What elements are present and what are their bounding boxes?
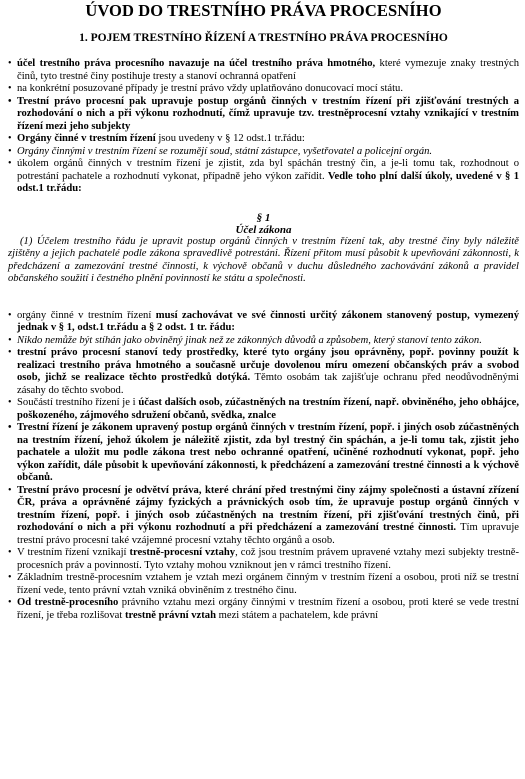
list-item bbox=[8, 397, 519, 422]
list-item bbox=[8, 347, 519, 397]
plain-text: orgány činné v trestním řízení bbox=[17, 309, 156, 321]
section-text: (1) Účelem trestního řádu je upravit postup orgánů činných v trestním řízení tak, aby trestné činy byly náležitě zjištěny a jejich pachatelé podle zákona spravedlivě potrestáni. Řízení přitom musí působit k upevňování zákonnosti, k předcházení a zamezování trestné činnosti, k výchově občanů v duchu důsledného zachovávání zákonů a pravidel občanského soužití i čestného plnění povinností ke státu a společnosti. bbox=[8, 235, 519, 284]
bold-text: trestně-procesní vztahy bbox=[129, 547, 236, 558]
main-bullet-list bbox=[8, 310, 519, 623]
list-item: • Nikdo nemůže být stíhán jako obviněný jinak než ze zákonných důvodů a způsobem, který stanoví tento zákon. bbox=[8, 335, 519, 348]
plain-text: Tím upravuje trestní právo procesní také vzájemné procesní vztahy těchto orgánů a osob. bbox=[17, 522, 519, 546]
plain-text: právního vztahu mezi orgány činnými v trestním řízení a osobou, proti které se vede trestní řízení, je třeba rozlišovat bbox=[17, 597, 519, 621]
plain-text: jsou uvedeny v § 12 odst.1 tr.řádu: bbox=[155, 133, 305, 144]
list-item bbox=[8, 310, 519, 335]
bold-text: Vedle toho plní další úkoly, uvedené v § 1 odst.1 tr.řádu: bbox=[17, 170, 520, 194]
chapter-heading: 1. POJEM TRESTNÍHO ŘÍZENÍ A TRESTNÍHO PRÁVA PROCESNÍHO bbox=[79, 32, 448, 44]
bold-text: Orgány činné v trestním řízení bbox=[17, 133, 156, 144]
list-item bbox=[8, 485, 519, 548]
plain-text: V trestním řízení vznikají bbox=[17, 547, 130, 558]
plain-text: Těmto osobám tak zajišťuje ochranu před neodůvodněnými zásahy do těchto svobod. bbox=[17, 372, 520, 396]
list-item: • Základním trestně-procesním vztahem je vztah mezi orgánem činným v trestním řízení a osobou, proti níž se trestní řízení vede, tento právní vztah vzniká obviněním z trestného činu. bbox=[8, 572, 519, 597]
list-item bbox=[8, 158, 519, 196]
list-item: • na konkrétní posuzované případy je trestní právo vždy uplatňováno donucovací mocí státu. bbox=[8, 83, 519, 96]
list-item bbox=[8, 597, 519, 622]
list-item: • Trestní řízení je zákonem upravený postup orgánů činných v trestním řízení, popř. i jiných osob zúčastněných na trestním řízení, jehož úkolem je náležitě zjistit, zda byl trestný čin spáchán, a je-li tomu tak, zjistit jeho pachatele a uložit mu podle zákona trest nebo ochranné opatření, učiněné rozhodnutí vykonat, popř. jeho výkon zařídit, dále působit k upevňování zákonnosti, k předcházení a zamezování trestné činnosti a k výchově občanů. bbox=[8, 422, 519, 485]
list-item: • Trestní právo procesní pak upravuje postup orgánů činných v trestním řízení při zjišťování trestných a rozhodování o nich a při výkonu rozhodnutí, čímž upravuje tzv. trestněprocesní vztahy vznikající v trestním řízení mezi jeho subjekty bbox=[8, 96, 519, 134]
plain-text: , což jsou trestním právem upravené vztahy mezi subjekty trestně-procesních práv a povinností. Tyto vztahy mohou vzniknout jen v rámci trestního řízení. bbox=[17, 547, 519, 571]
plain-text: mezi státem a pachatelem, kde právní bbox=[215, 609, 379, 621]
bold-text: trestní právo procesní stanoví tedy prostředky, které tyto orgány jsou oprávněny, popř. povinny použít k realizaci trestního práva hmotného a současně určuje dovolenou míru omezení občanských práv a svobod osob, jichž se realizace těchto prostředků dotýká. bbox=[17, 347, 519, 383]
bold-text: trestně právní vztah bbox=[124, 609, 216, 621]
bold-text: účel trestního práva procesního navazuje na účel trestního práva hmotného, bbox=[17, 58, 376, 69]
bold-text: musí zachovávat ve své činnosti určitý zákonem stanovený postup, vymezený jednak v § 1, odst.1 tr.řádu a § 2 odst. 1 tr. řádu: bbox=[17, 309, 519, 333]
list-item: • Orgány činnými v trestním řízení se rozumějí soud, státní zástupce, vyšetřovatel a policejní orgán. bbox=[8, 146, 519, 159]
bold-text: Od trestně-procesního bbox=[17, 597, 119, 608]
document-page bbox=[0, 1, 525, 779]
plain-text: které vymezuje znaky trestných činů, tyto trestné činy postihuje tresty a stanoví ochranná opatření bbox=[17, 58, 519, 82]
list-item bbox=[8, 133, 519, 146]
list-item bbox=[8, 547, 519, 572]
bold-text: Trestní právo procesní je odvětví práva, které chrání před trestnými činy zájmy společnosti a ústavní zřízení ČR, práva a oprávněné zájmy fyzických a právnických osob tím, že upravuje postup orgánů činných v trestním řízení, popř. i jiných osob zúčastněných na trestním řízení, při zjišťování trestných činů, při rozhodování o nich a při výkonu rozhodnutí a při předcházení a zamezování trestné činnosti. bbox=[17, 484, 519, 533]
plain-text: Součástí trestního řízení je i bbox=[17, 397, 139, 408]
bold-text: účast dalších osob, zúčastněných na trestním řízení, např. obviněného, jeho obhájce, poškozeného, zájmového sdružení občanů, svědka, znalce bbox=[17, 397, 519, 421]
document-title: ÚVOD DO TRESTNÍHO PRÁVA PROCESNÍHO bbox=[85, 1, 442, 20]
section-number: § 1 bbox=[256, 211, 271, 224]
section-name: Účel zákona bbox=[235, 223, 292, 236]
intro-bullet-list bbox=[8, 58, 519, 196]
plain-text: úkolem orgánů činných v trestním řízení je zjistit, zda byl spáchán trestný čin, a je-li tomu tak, rozhodnout o potrestání pachatele a rozhodnutí vykonat, případně jeho výkon zařídit. bbox=[17, 158, 519, 182]
list-item bbox=[8, 58, 519, 83]
